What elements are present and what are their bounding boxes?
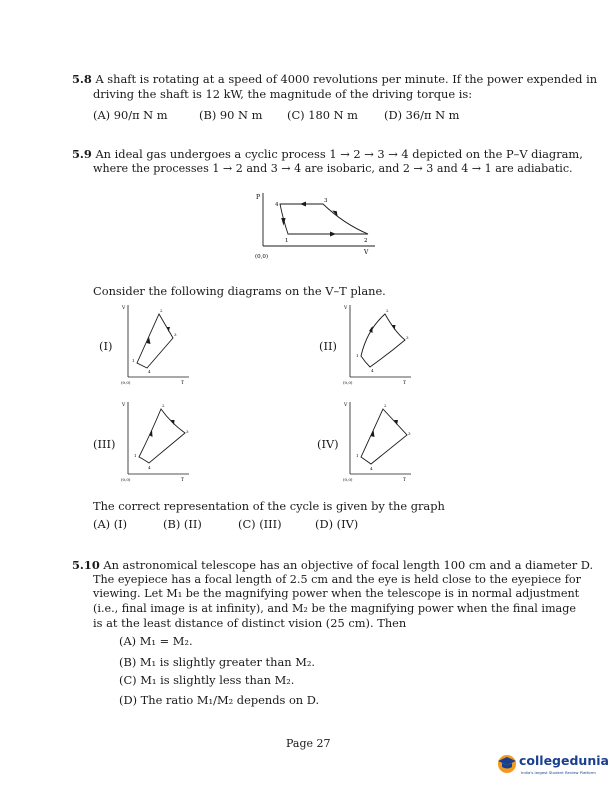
vt-point-4: 4: [148, 369, 151, 374]
vt-cycle-path: [137, 314, 173, 368]
vt-point-3: 3: [406, 335, 409, 340]
graph-label-iii: (III): [93, 437, 116, 451]
vt-point-3: 3: [408, 431, 411, 436]
vt-v-label: V: [344, 306, 348, 311]
question-5-10-line3: viewing. Let M₁ be the magnifying power when the telescope is in normal adjustment: [93, 587, 580, 601]
vt-point-2: 2: [160, 308, 163, 313]
page-number: Page 27: [286, 737, 331, 750]
vt-point-1: 1: [132, 358, 135, 363]
vt-point-1: 1: [356, 353, 359, 358]
q59-option-c[interactable]: (C) (III): [238, 517, 282, 531]
q58-option-b[interactable]: (B) 90 N m: [199, 108, 263, 122]
consider-text: Consider the following diagrams on the V–T plane.: [93, 284, 386, 298]
vt-arrow-up: [369, 326, 373, 333]
pv-diagram: [250, 188, 380, 263]
vt-v-label: V: [122, 306, 126, 311]
question-number: 5.10: [72, 558, 100, 572]
question-5-8-line1: [72, 72, 598, 87]
question-5-9-line2: where the processes 1 → 2 and 3 → 4 are isobaric, and 2 → 3 and 4 → 1 are adiabatic.: [93, 161, 573, 175]
pv-arrow-12: [330, 232, 336, 237]
vt-t-label: T: [181, 381, 185, 386]
vt-origin: (0,0): [343, 380, 353, 385]
question-5-9: [72, 147, 583, 176]
vt-point-3: 3: [186, 429, 189, 434]
vt-point-4: 4: [148, 465, 151, 470]
pv-arrow-34: [300, 202, 306, 207]
vt-origin: (0,0): [343, 477, 353, 482]
vt-origin: (0,0): [121, 380, 131, 385]
logo-name: collegedunia: [519, 753, 609, 768]
question-5-10-line5: is at the least distance of distinct vision (25 cm). Then: [93, 616, 407, 631]
graduation-cap-icon: [496, 752, 518, 774]
vt-point-1: 1: [134, 453, 137, 458]
question-5-10-line1: [72, 558, 594, 573]
q510-option-c[interactable]: (C) M₁ is slightly less than M₂.: [119, 673, 295, 687]
vt-arrow-down: [171, 420, 175, 425]
question-5-8: [72, 72, 598, 101]
pv-point-4: 4: [275, 202, 279, 208]
vt-point-2: 2: [162, 403, 165, 408]
vt-point-3: 3: [174, 332, 177, 337]
question-number: 5.9: [72, 147, 92, 161]
q510-option-b[interactable]: (B) M₁ is slightly greater than M₂.: [119, 655, 316, 669]
pv-point-2: 2: [364, 238, 368, 244]
vt-cycle-path: [361, 409, 407, 464]
vt-point-4: 4: [371, 368, 374, 373]
question-5-9-line1: [72, 147, 583, 162]
pv-point-3: 3: [324, 198, 328, 204]
pv-v-label: V: [364, 249, 369, 256]
question-text: An astronomical telescope has an objective of focal length 100 cm and a diameter D.: [103, 558, 594, 572]
graph-label-i: (I): [99, 339, 113, 353]
q510-option-d[interactable]: (D) The ratio M₁/M₂ depends on D.: [119, 693, 320, 707]
vt-point-4: 4: [370, 466, 373, 471]
q59-option-a[interactable]: (A) (I): [93, 517, 128, 531]
question-5-10: [72, 558, 594, 631]
pv-point-1: 1: [285, 238, 289, 244]
vt-origin: (0,0): [121, 477, 131, 482]
vt-graph-ii: [337, 300, 417, 390]
question-number: 5.8: [72, 72, 92, 86]
pv-arrow-23: [332, 211, 337, 217]
pv-cycle-path: [280, 204, 368, 234]
question-5-8-line2: driving the shaft is 12 kW, the magnitude of the driving torque is:: [93, 86, 473, 101]
collegedunia-logo[interactable]: [496, 749, 612, 779]
vt-graph-iii: [115, 397, 195, 487]
answer-line: The correct representation of the cycle is given by the graph: [93, 499, 445, 513]
vt-point-1: 1: [356, 453, 359, 458]
pv-p-label: P: [256, 194, 261, 201]
vt-v-label: V: [122, 403, 126, 408]
question-text: A shaft is rotating at a speed of 4000 revolutions per minute. If the power expended in: [95, 72, 598, 86]
vt-point-2: 2: [386, 308, 389, 313]
vt-t-label: T: [403, 478, 407, 483]
vt-t-label: T: [181, 478, 185, 483]
vt-graph-iv: [337, 397, 417, 487]
vt-cycle-path: [139, 409, 185, 463]
graph-label-ii: (II): [319, 339, 337, 353]
q58-option-c[interactable]: (C) 180 N m: [287, 108, 358, 122]
q58-option-d[interactable]: (D) 36/π N m: [384, 108, 460, 122]
q59-option-b[interactable]: (B) (II): [163, 517, 202, 531]
question-5-10-line4: (i.e., final image is at infinity), and M₂ be the magnifying power when the final image: [93, 601, 577, 615]
vt-point-2: 2: [384, 403, 387, 408]
q510-option-a[interactable]: (A) M₁ = M₂.: [119, 634, 193, 648]
vt-graph-i: [115, 300, 195, 390]
pv-origin-label: (0,0): [255, 254, 269, 260]
vt-cycle-path: [361, 314, 405, 367]
vt-t-label: T: [403, 381, 407, 386]
logo-tagline: India's largest Student Review Platform: [521, 770, 596, 775]
question-text: An ideal gas undergoes a cyclic process 1 → 2 → 3 → 4 depicted on the P–V diagram,: [95, 147, 583, 161]
question-5-10-line2: The eyepiece has a focal length of 2.5 cm and the eye is held close to the eyepiece for: [93, 572, 581, 586]
graph-label-iv: (IV): [317, 437, 339, 451]
q58-option-a[interactable]: (A) 90/π N m: [93, 108, 168, 122]
vt-v-label: V: [344, 403, 348, 408]
q59-option-d[interactable]: (D) (IV): [315, 517, 359, 531]
